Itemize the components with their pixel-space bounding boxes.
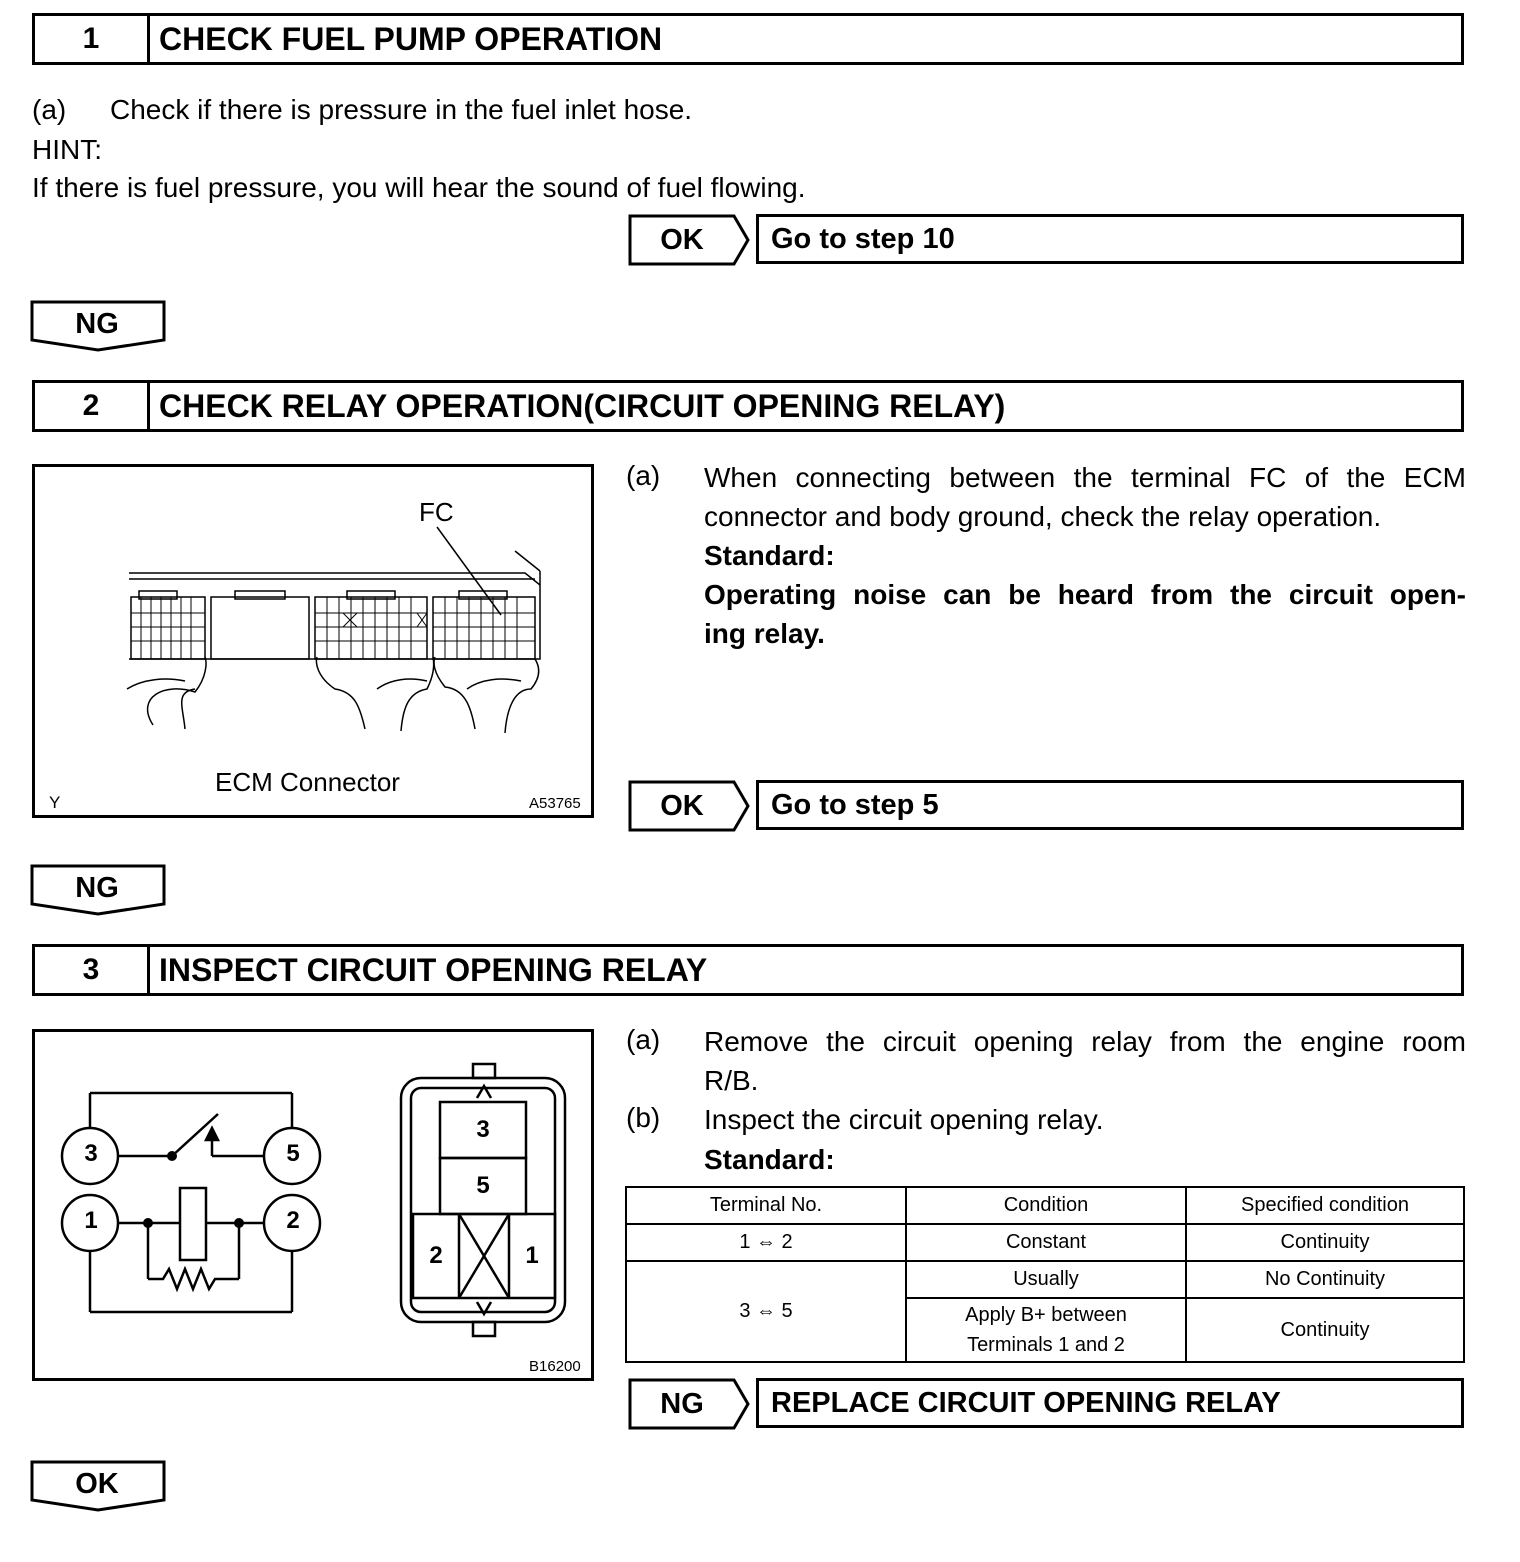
replace-relay-target[interactable]: REPLACE CIRCUIT OPENING RELAY	[756, 1378, 1464, 1428]
circuit-terminal-3: 3	[84, 1140, 98, 1167]
step-2-instruction-label: (a)	[626, 460, 661, 491]
ok-arrow-step-3[interactable]	[30, 1460, 168, 1512]
step-number: 2	[35, 383, 150, 429]
step-title: CHECK RELAY OPERATION(CIRCUIT OPENING RELAY)	[159, 387, 1006, 424]
step-1-instruction: Check if there is pressure in the fuel inlet hose.	[110, 94, 693, 125]
ng-arrow-step-2[interactable]	[30, 864, 168, 916]
table-cell: Usually	[906, 1261, 1186, 1298]
relay-figure	[32, 1029, 594, 1381]
ok-arrow-step-1[interactable]	[628, 214, 752, 266]
ng-label: NG	[75, 871, 119, 904]
step-1-header	[32, 13, 1464, 65]
ok-label: OK	[660, 789, 704, 822]
standard-line: Operating noise can be heard from the circuit open-	[704, 579, 1466, 610]
table-cell: 1 ⇔ 2	[626, 1224, 906, 1261]
instruction-line: Remove the circuit opening relay from the engine room	[704, 1026, 1466, 1057]
step-number: 3	[35, 947, 150, 993]
go-to-step-5[interactable]: Go to step 5	[756, 780, 1464, 830]
ok-label: OK	[75, 1467, 119, 1500]
table-cell	[906, 1298, 1186, 1362]
go-to-step-10[interactable]: Go to step 10	[756, 214, 1464, 264]
step-3-instruction-b-label: (b)	[626, 1102, 661, 1133]
standard-line: ing relay.	[704, 618, 825, 649]
hint-text: If there is fuel pressure, you will hear the sound of fuel flowing.	[32, 172, 806, 203]
table-cell: Continuity	[1186, 1224, 1464, 1261]
standard-table	[625, 1186, 1465, 1363]
relay-terminal-1: 1	[525, 1242, 539, 1269]
step-3-instruction-a-label: (a)	[626, 1024, 661, 1055]
circuit-terminal-5: 5	[286, 1140, 300, 1167]
ng-label: NG	[75, 307, 119, 340]
step-number: 1	[35, 16, 150, 62]
step-2-instruction	[704, 458, 1466, 653]
circuit-terminal-1: 1	[84, 1207, 98, 1234]
table-cell: Constant	[906, 1224, 1186, 1261]
instruction-line: When connecting between the terminal FC of the ECM	[704, 462, 1466, 493]
figure-corner-code: Y	[49, 793, 61, 812]
relay-terminal-3: 3	[476, 1116, 490, 1143]
step-title: CHECK FUEL PUMP OPERATION	[159, 20, 663, 57]
standard-label: Standard:	[704, 540, 835, 571]
table-cell: No Continuity	[1186, 1261, 1464, 1298]
standard-label: Standard:	[704, 1144, 835, 1175]
table-header: Condition	[906, 1187, 1186, 1224]
step-2-header	[32, 380, 1464, 432]
ok-label: OK	[660, 223, 704, 256]
ng-arrow-step-1[interactable]	[30, 300, 168, 352]
condition-line: Apply B+ between	[965, 1304, 1127, 1326]
circuit-terminal-2: 2	[286, 1207, 300, 1234]
fc-pin-label: FC	[419, 497, 454, 527]
step-3-instruction-a	[704, 1022, 1466, 1100]
figure-caption: ECM Connector	[215, 767, 400, 797]
ok-arrow-step-2[interactable]	[628, 780, 752, 832]
step-3-instruction-b: Inspect the circuit opening relay.	[704, 1104, 1104, 1135]
step-title: INSPECT CIRCUIT OPENING RELAY	[159, 951, 708, 988]
hint-label: HINT:	[32, 134, 102, 165]
table-row	[626, 1224, 1464, 1261]
table-header: Specified condition	[1186, 1187, 1464, 1224]
relay-circuit-diagram	[35, 1032, 591, 1378]
step-3-header	[32, 944, 1464, 996]
ecm-connector-figure	[32, 464, 594, 818]
table-row	[626, 1261, 1464, 1298]
ng-arrow-step-3[interactable]	[628, 1378, 752, 1430]
table-cell: 3 ⇔ 5	[626, 1261, 906, 1362]
condition-line: Terminals 1 and 2	[967, 1334, 1125, 1356]
instruction-line: R/B.	[704, 1065, 759, 1096]
table-cell: Continuity	[1186, 1298, 1464, 1362]
ng-label: NG	[660, 1387, 704, 1420]
figure-id: B16200	[529, 1358, 581, 1375]
relay-terminal-2: 2	[429, 1242, 443, 1269]
figure-id: A53765	[529, 795, 581, 812]
ecm-connector-drawing	[35, 467, 591, 815]
instruction-line: connector and body ground, check the relay operation.	[704, 501, 1382, 532]
table-header: Terminal No.	[626, 1187, 906, 1224]
table-header-row	[626, 1187, 1464, 1224]
step-1-instruction-label: (a)	[32, 94, 67, 125]
relay-terminal-5: 5	[476, 1172, 490, 1199]
